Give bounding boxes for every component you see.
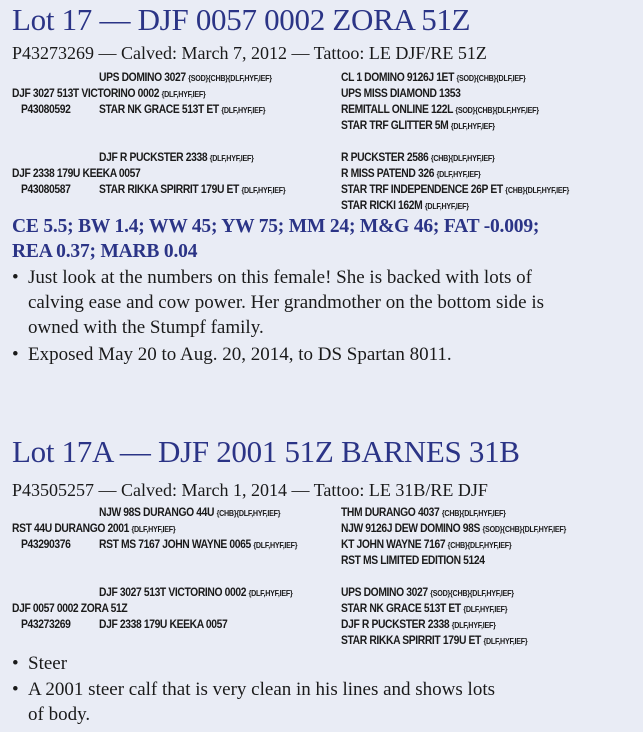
lot-17a-dam-dam: DJF 2338 179U KEEKA 0057 [99,617,228,631]
lot-17-registration: P43273269 — Calved: March 7, 2012 — Tattoo: LE DJF/RE 51Z [12,43,487,63]
lot-17-bullet-1: • Just look at the numbers on this female! She is backed with lots of calving ease and cow power. Her grandmother on the bottom side is owned with the Stumpf family. [12,267,545,338]
lot-17a-dss: UPS DOMINO 3027 {SOD}{CHB}{DLF,HYF,IEF} [341,585,514,599]
lot-17-dsd: R MISS PATEND 326 {DLF,HYF,IEF} [341,166,481,180]
lot-17a-sire: RST 44U DURANGO 2001 {DLF,HYF,IEF} [12,521,176,535]
bullet-icon: • [12,679,19,700]
lot-17-title: Lot 17 — DJF 0057 0002 ZORA 51Z [12,2,471,37]
lot-17-sire-reg: P43080592 [21,102,71,116]
lot-17-ddd: STAR RICKI 162M {DLF,HYF,IEF} [341,198,469,212]
lot-17a-dam-reg: P43273269 [21,617,71,631]
lot-17a-sire-dam: RST MS 7167 JOHN WAYNE 0065 {DLF,HYF,IEF} [99,537,298,551]
lot-17-dds: STAR TRF INDEPENDENCE 26P ET {CHB}{DLF,HYF,IEF} [341,182,570,196]
lot-17-dss: R PUCKSTER 2586 {CHB}{DLF,HYF,IEF} [341,150,495,164]
lot-17a-registration: P43505257 — Calved: March 1, 2014 — Tattoo: LE 31B/RE DJF [12,480,488,500]
lot-17a-sdd: RST MS LIMITED EDITION 5124 [341,553,485,567]
lot-17a-dsd: STAR NK GRACE 513T ET {DLF,HYF,IEF} [341,601,508,615]
lot-17-epd-line-1: CE 5.5; BW 1.4; WW 45; YW 75; MM 24; M&G 46; FAT -0.009; [12,216,540,237]
lot-17-bullet-2: • Exposed May 20 to Aug. 20, 2014, to DS Spartan 8011. [12,344,452,365]
lot-17a-bullet-2: • A 2001 steer calf that is very clean in his lines and shows lots of body. [12,679,495,725]
lot-17-ssd: UPS MISS DIAMOND 1353 [341,86,461,100]
lot-17a-sds: KT JOHN WAYNE 7167 {CHB}{DLF,HYF,IEF} [341,537,512,551]
lot-17-sdd: STAR TRF GLITTER 5M {DLF,HYF,IEF} [341,118,495,132]
lot-17-sss: CL 1 DOMINO 9126J 1ET {SOD}{CHB}{DLF,IEF} [341,70,526,84]
lot-17-dam-dam: STAR RIKKA SPIRRIT 179U ET {DLF,HYF,IEF} [99,182,286,196]
lot-17-sire-sire: UPS DOMINO 3027 {SOD}{CHB}{DLF,HYF,IEF} [99,70,272,84]
lot-17-epd-line-2: REA 0.37; MARB 0.04 [12,241,198,262]
lot-17-dam: DJF 2338 179U KEEKA 0057 [12,166,141,180]
lot-17a-ddd: STAR RIKKA SPIRRIT 179U ET {DLF,HYF,IEF} [341,633,528,647]
lot-17-dam-sire: DJF R PUCKSTER 2338 {DLF,HYF,IEF} [99,150,254,164]
bullet-icon: • [12,344,19,365]
bullet-icon: • [12,653,19,674]
lot-17a-ssd: NJW 9126J DEW DOMINO 98S {SOD}{CHB}{DLF,HYF,IEF} [341,521,567,535]
lot-17-dam-reg: P43080587 [21,182,71,196]
lot-17a-bullet-1: • Steer [12,653,68,674]
lot-17a-title: Lot 17A — DJF 2001 51Z BARNES 31B [12,434,520,469]
lot-17-sire-dam: STAR NK GRACE 513T ET {DLF,HYF,IEF} [99,102,266,116]
lot-17a-dam: DJF 0057 0002 ZORA 51Z [12,601,128,615]
lot-17a-sire-reg: P43290376 [21,537,71,551]
bullet-icon: • [12,267,19,288]
lot-17-sds: REMITALL ONLINE 122L {SOD}{CHB}{DLF,HYF,IEF} [341,102,539,116]
lot-17a-sss: THM DURANGO 4037 {CHB}{DLF,HYF,IEF} [341,505,506,519]
lot-17a-sire-sire: NJW 98S DURANGO 44U {CHB}{DLF,HYF,IEF} [99,505,281,519]
lot-17-sire: DJF 3027 513T VICTORINO 0002 {DLF,HYF,IEF} [12,86,206,100]
lot-17a-dam-sire: DJF 3027 513T VICTORINO 0002 {DLF,HYF,IEF} [99,585,293,599]
lot-17a-dds: DJF R PUCKSTER 2338 {DLF,HYF,IEF} [341,617,496,631]
